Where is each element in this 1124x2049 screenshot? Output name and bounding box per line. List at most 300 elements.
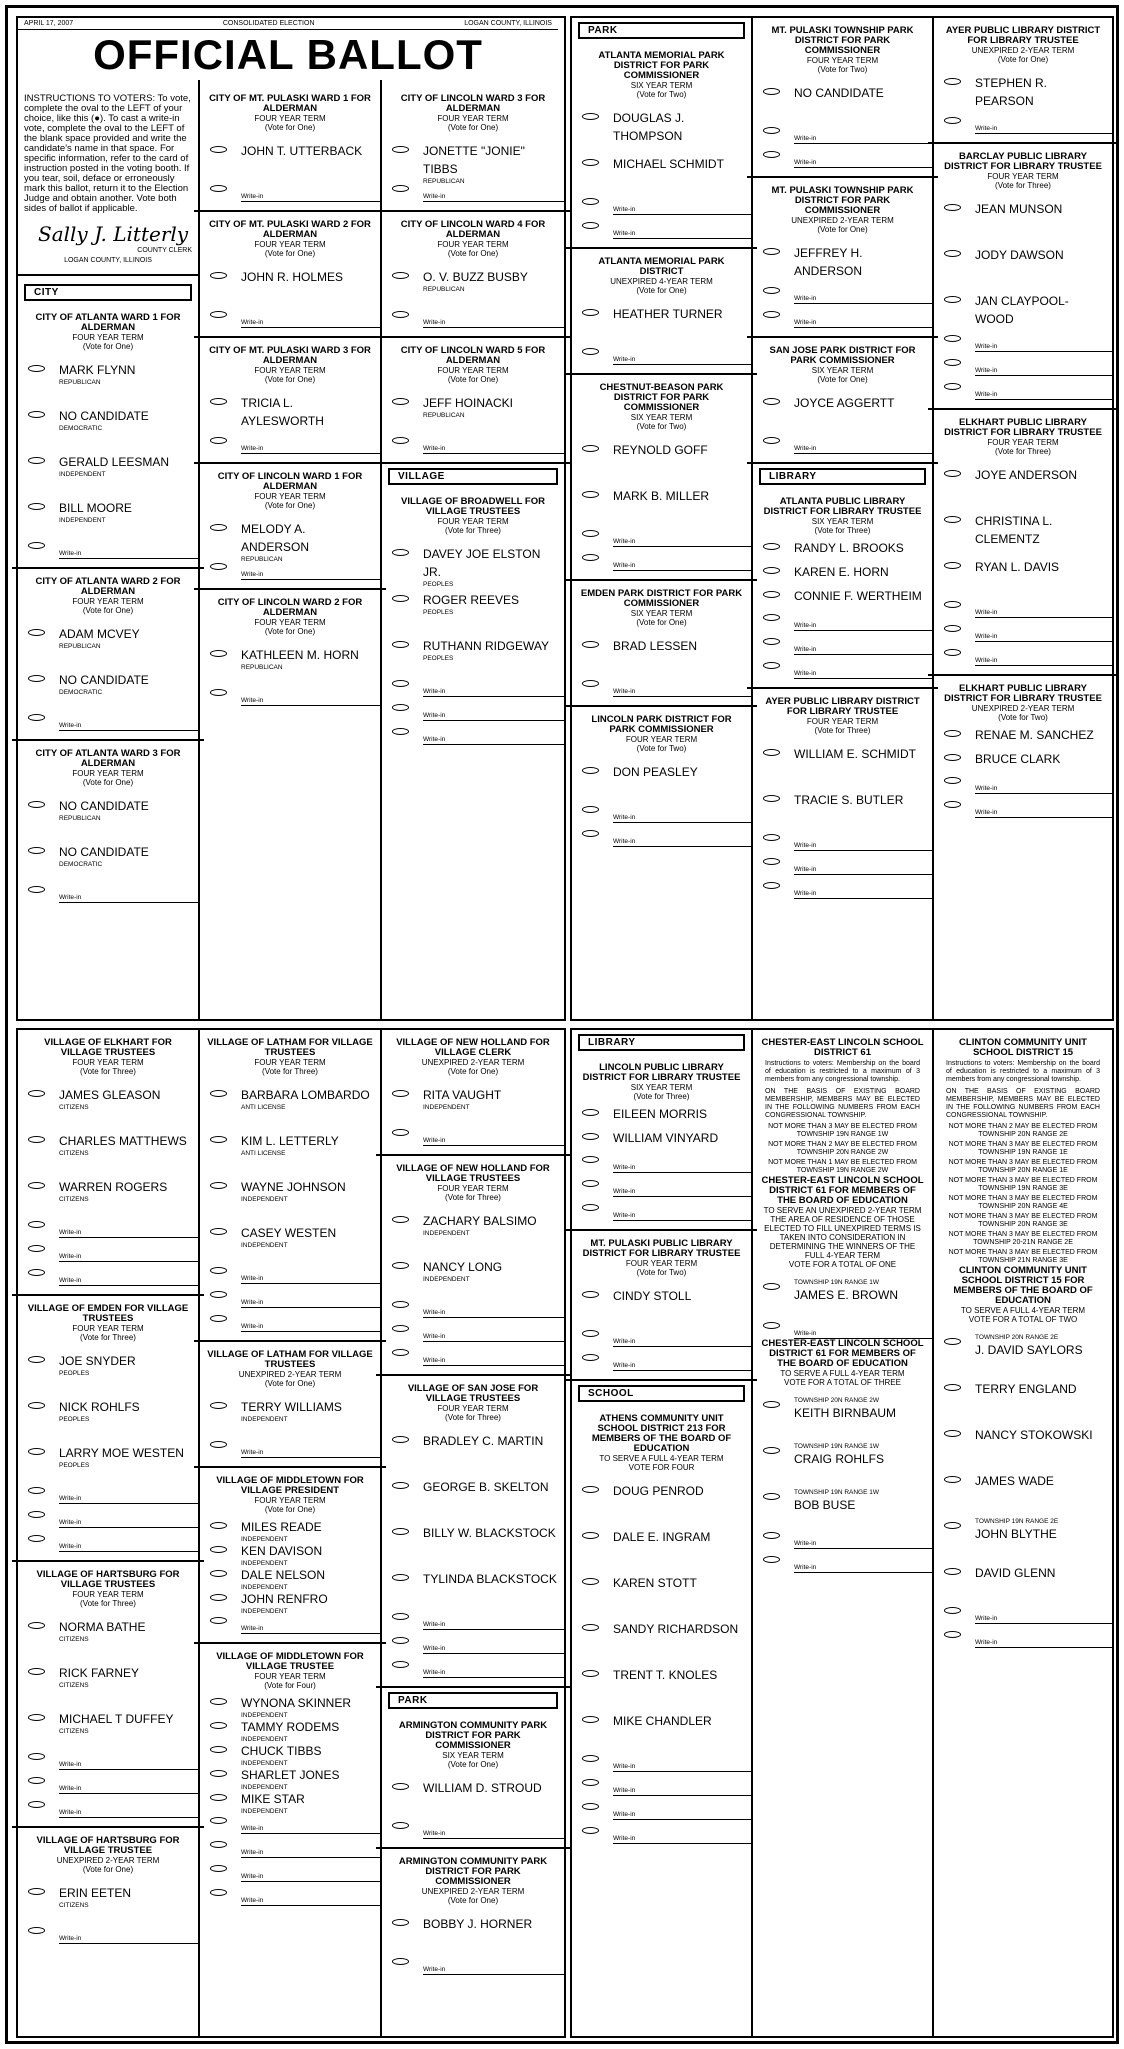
vote-oval[interactable] [763,858,780,865]
vote-oval[interactable] [28,1777,45,1784]
write-in-line[interactable]: Write-in [59,1543,198,1552]
vote-oval[interactable] [392,398,409,405]
vote-oval[interactable] [944,359,961,366]
write-in-row[interactable] [206,1834,374,1858]
write-in-row[interactable] [206,178,374,202]
candidate-row[interactable] [24,1168,192,1214]
vote-oval[interactable] [28,1448,45,1455]
vote-oval[interactable] [210,1291,227,1298]
write-in-row[interactable] [388,1815,558,1839]
write-in-row[interactable] [206,1882,374,1906]
candidate-row[interactable] [578,1518,745,1564]
candidate-row[interactable] [759,1479,926,1525]
vote-oval[interactable] [28,714,45,721]
vote-oval[interactable] [28,886,45,893]
write-in-row[interactable] [206,1858,374,1882]
write-in-line[interactable]: Write-in [423,445,564,454]
write-in-line[interactable]: Write-in [613,562,751,571]
candidate-row[interactable] [940,1416,1106,1462]
vote-oval[interactable] [28,1356,45,1363]
write-in-line[interactable]: Write-in [975,367,1112,376]
write-in-row[interactable] [24,1746,192,1770]
vote-oval[interactable] [392,272,409,279]
write-in-row[interactable] [940,328,1106,352]
write-in-row[interactable] [578,823,745,847]
write-in-line[interactable]: Write-in [794,319,932,328]
write-in-row[interactable] [940,770,1106,794]
write-in-row[interactable] [388,673,558,697]
vote-oval[interactable] [763,151,780,158]
vote-oval[interactable] [210,1617,227,1624]
vote-oval[interactable] [28,1245,45,1252]
vote-oval[interactable] [763,1556,780,1563]
vote-oval[interactable] [582,806,599,813]
write-in-row[interactable] [578,547,745,571]
write-in-line[interactable]: Write-in [613,230,751,239]
candidate-row[interactable] [24,833,192,879]
write-in-line[interactable]: Write-in [59,1229,198,1238]
write-in-row[interactable] [24,1920,192,1944]
write-in-line[interactable]: Write-in [613,538,751,547]
write-in-line[interactable]: Write-in [613,1835,751,1844]
vote-oval[interactable] [210,146,227,153]
candidate-row[interactable] [578,1564,745,1610]
write-in-line[interactable]: Write-in [794,890,932,899]
candidate-row[interactable] [206,384,374,430]
write-in-line[interactable]: Write-in [975,609,1112,618]
write-in-line[interactable]: Write-in [241,1849,380,1858]
candidate-row[interactable] [940,456,1106,502]
write-in-line[interactable]: Write-in [423,319,564,328]
vote-oval[interactable] [392,1216,409,1223]
write-in-line[interactable]: Write-in [423,1645,564,1654]
candidate-row[interactable] [940,236,1106,282]
vote-oval[interactable] [582,1578,599,1585]
vote-oval[interactable] [210,1546,227,1553]
vote-oval[interactable] [392,1482,409,1489]
write-in-line[interactable]: Write-in [975,125,1112,134]
vote-oval[interactable] [582,530,599,537]
vote-oval[interactable] [210,1182,227,1189]
vote-oval[interactable] [763,882,780,889]
candidate-row[interactable] [759,1387,926,1433]
write-in-line[interactable]: Write-in [613,1212,751,1221]
candidate-row[interactable] [388,384,558,430]
write-in-row[interactable] [206,556,374,580]
write-in-line[interactable]: Write-in [975,633,1112,642]
candidate-row[interactable] [206,1514,374,1543]
candidate-row[interactable] [578,295,745,341]
write-in-line[interactable]: Write-in [794,445,932,454]
vote-oval[interactable] [28,1888,45,1895]
write-in-line[interactable]: Write-in [613,206,751,215]
candidate-row[interactable] [940,282,1106,328]
candidate-row[interactable] [24,489,192,535]
vote-oval[interactable] [210,1136,227,1143]
vote-oval[interactable] [28,542,45,549]
write-in-line[interactable]: Write-in [241,319,380,328]
vote-oval[interactable] [28,457,45,464]
vote-oval[interactable] [210,1522,227,1529]
candidate-row[interactable] [759,735,926,781]
write-in-line[interactable]: Write-in [794,295,932,304]
vote-oval[interactable] [210,1402,227,1409]
vote-oval[interactable] [944,516,961,523]
vote-oval[interactable] [763,834,780,841]
vote-oval[interactable] [28,1221,45,1228]
write-in-row[interactable] [388,697,558,721]
candidate-row[interactable] [388,132,558,185]
vote-oval[interactable] [763,662,780,669]
candidate-row[interactable] [388,1076,558,1122]
write-in-row[interactable] [388,1318,558,1342]
write-in-line[interactable]: Write-in [613,1787,751,1796]
candidate-row[interactable] [759,535,926,559]
vote-oval[interactable] [392,311,409,318]
write-in-line[interactable]: Write-in [423,1669,564,1678]
vote-oval[interactable] [210,1441,227,1448]
vote-oval[interactable] [944,78,961,85]
write-in-row[interactable] [578,1820,745,1844]
write-in-line[interactable]: Write-in [975,391,1112,400]
write-in-row[interactable] [578,341,745,365]
candidate-row[interactable] [24,661,192,707]
candidate-row[interactable] [24,1122,192,1168]
write-in-row[interactable] [388,721,558,745]
vote-oval[interactable] [944,1338,961,1345]
vote-oval[interactable] [944,1607,961,1614]
vote-oval[interactable] [763,638,780,645]
vote-oval[interactable] [28,675,45,682]
candidate-row[interactable] [206,510,374,563]
vote-oval[interactable] [944,1384,961,1391]
vote-oval[interactable] [210,398,227,405]
write-in-line[interactable]: Write-in [975,1615,1112,1624]
vote-oval[interactable] [944,649,961,656]
vote-oval[interactable] [392,1783,409,1790]
candidate-row[interactable] [206,1714,374,1743]
vote-oval[interactable] [763,1322,780,1329]
candidate-row[interactable] [578,1656,745,1702]
write-in-row[interactable] [206,430,374,454]
vote-oval[interactable] [210,563,227,570]
write-in-row[interactable] [759,631,926,655]
write-in-line[interactable]: Write-in [975,343,1112,352]
write-in-line[interactable]: Write-in [613,1763,751,1772]
write-in-row[interactable] [206,1610,374,1634]
write-in-row[interactable] [759,851,926,875]
vote-oval[interactable] [763,1447,780,1454]
write-in-line[interactable]: Write-in [613,1362,751,1371]
write-in-line[interactable]: Write-in [794,1564,932,1573]
vote-oval[interactable] [210,524,227,531]
write-in-row[interactable] [206,1260,374,1284]
candidate-row[interactable] [578,99,745,145]
vote-oval[interactable] [392,1613,409,1620]
write-in-line[interactable]: Write-in [241,571,380,580]
write-in-line[interactable]: Write-in [423,1966,564,1975]
vote-oval[interactable] [582,1354,599,1361]
vote-oval[interactable] [944,601,961,608]
candidate-row[interactable] [206,1388,374,1434]
write-in-row[interactable] [24,707,192,731]
vote-oval[interactable] [944,730,961,737]
vote-oval[interactable] [763,437,780,444]
candidate-row[interactable] [940,1508,1106,1554]
write-in-line[interactable]: Write-in [423,193,564,202]
write-in-row[interactable] [388,430,558,454]
candidate-row[interactable] [24,1342,192,1388]
candidate-row[interactable] [578,145,745,191]
vote-oval[interactable] [582,830,599,837]
write-in-line[interactable]: Write-in [613,1188,751,1197]
candidate-row[interactable] [24,615,192,661]
candidate-row[interactable] [24,1388,192,1434]
write-in-row[interactable] [578,1197,745,1221]
write-in-line[interactable]: Write-in [241,1625,380,1634]
vote-oval[interactable] [763,749,780,756]
vote-oval[interactable] [582,1624,599,1631]
candidate-row[interactable] [578,477,745,523]
vote-oval[interactable] [763,1401,780,1408]
write-in-line[interactable]: Write-in [241,1897,380,1906]
vote-oval[interactable] [392,549,409,556]
vote-oval[interactable] [28,801,45,808]
candidate-row[interactable] [24,1434,192,1480]
write-in-row[interactable] [24,1238,192,1262]
vote-oval[interactable] [582,159,599,166]
vote-oval[interactable] [944,383,961,390]
write-in-row[interactable] [24,1528,192,1552]
write-in-line[interactable]: Write-in [59,1253,198,1262]
candidate-row[interactable] [759,1433,926,1479]
write-in-line[interactable]: Write-in [975,1639,1112,1648]
vote-oval[interactable] [763,567,780,574]
vote-oval[interactable] [582,198,599,205]
write-in-line[interactable]: Write-in [59,1277,198,1286]
write-in-line[interactable]: Write-in [59,1495,198,1504]
vote-oval[interactable] [582,1180,599,1187]
write-in-line[interactable]: Write-in [241,1299,380,1308]
write-in-line[interactable]: Write-in [423,1137,564,1146]
vote-oval[interactable] [392,1822,409,1829]
write-in-row[interactable] [388,178,558,202]
vote-oval[interactable] [392,595,409,602]
vote-oval[interactable] [28,1487,45,1494]
vote-oval[interactable] [944,296,961,303]
write-in-row[interactable] [206,1810,374,1834]
vote-oval[interactable] [763,591,780,598]
write-in-line[interactable]: Write-in [794,622,932,631]
write-in-line[interactable]: Write-in [794,135,932,144]
vote-oval[interactable] [582,1291,599,1298]
write-in-line[interactable]: Write-in [59,1761,198,1770]
vote-oval[interactable] [392,1574,409,1581]
write-in-row[interactable] [388,1630,558,1654]
vote-oval[interactable] [28,1511,45,1518]
vote-oval[interactable] [763,1493,780,1500]
vote-oval[interactable] [28,1535,45,1542]
vote-oval[interactable] [392,1637,409,1644]
write-in-row[interactable] [578,799,745,823]
candidate-row[interactable] [578,1277,745,1323]
write-in-row[interactable] [24,1262,192,1286]
vote-oval[interactable] [392,680,409,687]
candidate-row[interactable] [578,1125,745,1149]
write-in-row[interactable] [24,879,192,903]
vote-oval[interactable] [28,1668,45,1675]
candidate-row[interactable] [206,1538,374,1567]
vote-oval[interactable] [944,1476,961,1483]
vote-oval[interactable] [582,222,599,229]
candidate-row[interactable] [388,1905,558,1951]
write-in-line[interactable]: Write-in [613,814,751,823]
vote-oval[interactable] [392,1919,409,1926]
candidate-row[interactable] [578,627,745,673]
vote-oval[interactable] [392,1528,409,1535]
candidate-row[interactable] [206,1214,374,1260]
vote-oval[interactable] [763,127,780,134]
vote-oval[interactable] [582,767,599,774]
write-in-line[interactable]: Write-in [241,445,380,454]
candidate-row[interactable] [578,1101,745,1125]
vote-oval[interactable] [28,847,45,854]
write-in-line[interactable]: Write-in [975,657,1112,666]
write-in-row[interactable] [940,618,1106,642]
write-in-row[interactable] [940,594,1106,618]
write-in-line[interactable]: Write-in [241,697,380,706]
write-in-line[interactable]: Write-in [241,1323,380,1332]
write-in-row[interactable] [206,1434,374,1458]
write-in-row[interactable] [388,1294,558,1318]
write-in-line[interactable]: Write-in [423,1357,564,1366]
candidate-row[interactable] [388,1514,558,1560]
write-in-row[interactable] [578,191,745,215]
vote-oval[interactable] [944,117,961,124]
candidate-row[interactable] [578,1702,745,1748]
write-in-line[interactable]: Write-in [613,1811,751,1820]
candidate-row[interactable] [24,443,192,489]
vote-oval[interactable] [210,689,227,696]
write-in-line[interactable]: Write-in [794,1540,932,1549]
write-in-row[interactable] [388,1654,558,1678]
candidate-row[interactable] [759,384,926,430]
candidate-row[interactable] [940,1324,1106,1370]
vote-oval[interactable] [944,562,961,569]
candidate-row[interactable] [24,1654,192,1700]
write-in-row[interactable] [206,682,374,706]
write-in-row[interactable] [578,1796,745,1820]
vote-oval[interactable] [944,1522,961,1529]
vote-oval[interactable] [392,146,409,153]
write-in-row[interactable] [940,376,1106,400]
candidate-row[interactable] [388,1202,558,1248]
candidate-row[interactable] [759,781,926,827]
vote-oval[interactable] [210,1794,227,1801]
write-in-row[interactable] [578,1149,745,1173]
candidate-row[interactable] [578,1610,745,1656]
write-in-row[interactable] [759,827,926,851]
write-in-row[interactable] [759,1549,926,1573]
write-in-line[interactable]: Write-in [423,1333,564,1342]
vote-oval[interactable] [582,113,599,120]
write-in-row[interactable] [24,1480,192,1504]
vote-oval[interactable] [210,185,227,192]
write-in-line[interactable]: Write-in [59,1935,198,1944]
candidate-row[interactable] [206,1690,374,1719]
vote-oval[interactable] [210,1770,227,1777]
candidate-row[interactable] [759,559,926,583]
vote-oval[interactable] [210,1722,227,1729]
write-in-row[interactable] [206,304,374,328]
write-in-row[interactable] [940,794,1106,818]
vote-oval[interactable] [28,1136,45,1143]
vote-oval[interactable] [210,650,227,657]
vote-oval[interactable] [582,348,599,355]
vote-oval[interactable] [763,398,780,405]
write-in-row[interactable] [759,430,926,454]
write-in-line[interactable]: Write-in [613,688,751,697]
vote-oval[interactable] [392,1325,409,1332]
write-in-line[interactable]: Write-in [241,1825,380,1834]
candidate-row[interactable] [388,258,558,304]
vote-oval[interactable] [763,795,780,802]
vote-oval[interactable] [28,411,45,418]
vote-oval[interactable] [392,1301,409,1308]
vote-oval[interactable] [28,1753,45,1760]
vote-oval[interactable] [392,704,409,711]
candidate-row[interactable] [206,1786,374,1815]
write-in-row[interactable] [940,110,1106,134]
write-in-row[interactable] [388,1342,558,1366]
write-in-line[interactable]: Write-in [241,1275,380,1284]
vote-oval[interactable] [28,1182,45,1189]
vote-oval[interactable] [210,1594,227,1601]
vote-oval[interactable] [763,543,780,550]
write-in-line[interactable]: Write-in [975,809,1112,818]
write-in-row[interactable] [24,1794,192,1818]
vote-oval[interactable] [763,614,780,621]
write-in-row[interactable] [388,1122,558,1146]
write-in-line[interactable]: Write-in [613,1164,751,1173]
write-in-row[interactable] [578,1748,745,1772]
vote-oval[interactable] [392,1129,409,1136]
vote-oval[interactable] [944,1568,961,1575]
candidate-row[interactable] [206,1738,374,1767]
write-in-row[interactable] [940,1624,1106,1648]
write-in-row[interactable] [24,1504,192,1528]
write-in-row[interactable] [759,144,926,168]
vote-oval[interactable] [582,1330,599,1337]
candidate-row[interactable] [578,753,745,799]
vote-oval[interactable] [28,1714,45,1721]
vote-oval[interactable] [582,1670,599,1677]
candidate-row[interactable] [24,397,192,443]
vote-oval[interactable] [210,1267,227,1274]
write-in-row[interactable] [578,673,745,697]
candidate-row[interactable] [388,535,558,588]
write-in-line[interactable]: Write-in [975,785,1112,794]
candidate-row[interactable] [388,1560,558,1606]
vote-oval[interactable] [582,445,599,452]
candidate-row[interactable] [24,787,192,833]
vote-oval[interactable] [210,1889,227,1896]
candidate-row[interactable] [940,64,1106,110]
vote-oval[interactable] [582,1755,599,1762]
write-in-row[interactable] [578,215,745,239]
vote-oval[interactable] [944,801,961,808]
vote-oval[interactable] [582,680,599,687]
